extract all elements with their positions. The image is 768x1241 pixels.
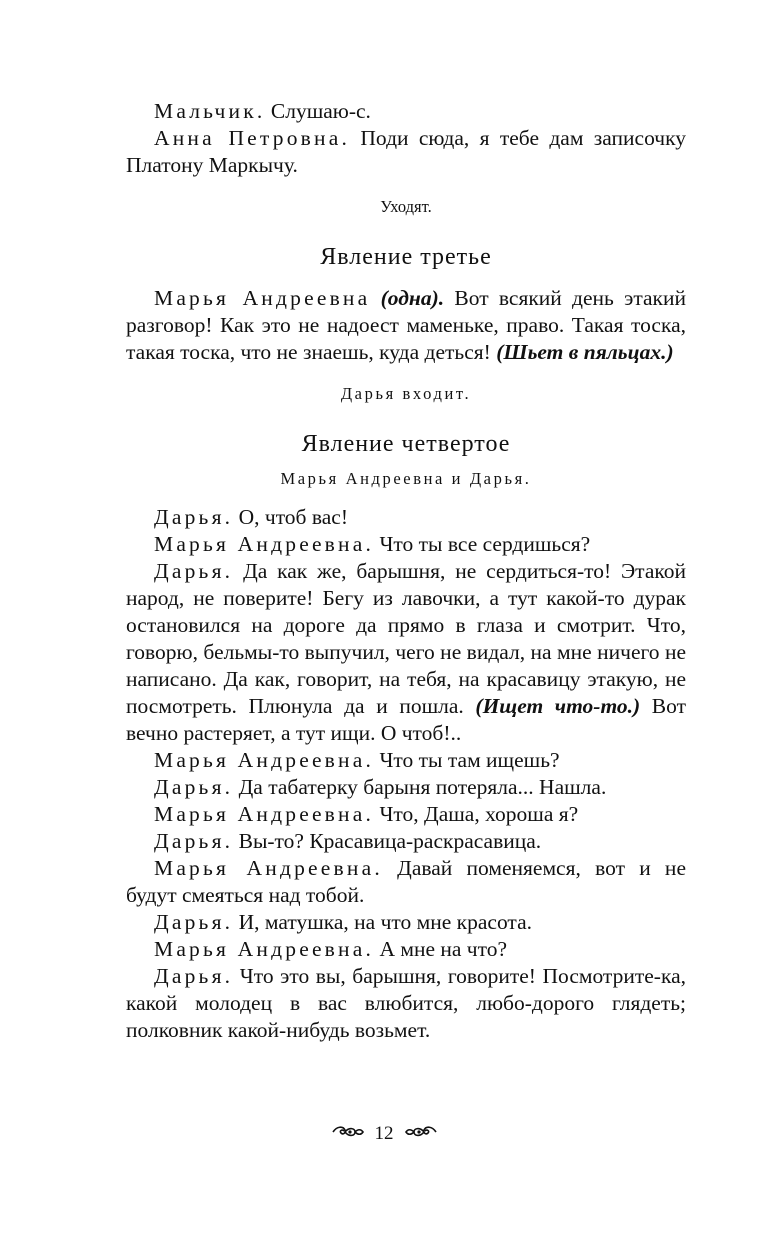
speaker-name: Марья Андреевна. (154, 532, 375, 556)
stage-direction: Уходят. (380, 197, 432, 216)
speaker-name: Марья Андреевна. (154, 748, 375, 772)
speaker-name: Мальчик. (154, 99, 266, 123)
line-anna (126, 125, 686, 179)
speech-text: И, матушка, на что мне красота. (233, 910, 532, 934)
line-darya (126, 963, 686, 1044)
line-maria (126, 855, 686, 909)
stage-remark: (одна). (380, 286, 445, 310)
speech-text: Что это вы, барышня, говорите! Посмотрите-ка, какой молодец в вас влюбится, любо-дорого глядеть; полковник какой-нибудь возьмет. (126, 964, 686, 1042)
line-boy (126, 98, 686, 125)
speech-text: Да как же, барышня, не сердиться-то! Этакой народ, не поверите! Бегу из лавочки, а тут какой-то дурак остановился на дороге да прямо в глаза и смотрит. Что, говорю, бельмы-то выпучил, чего не видал, на мне ничего не написано. Да как, говорит, на тебя, на красавицу этакую, не посмотреть. Плюнула да и пошла. (126, 559, 686, 718)
speech-text: Вот всякий день этакий разговор! Как это не надоест маменьке, право. Такая тоска, такая тоска, что не знаешь, куда деться! (126, 286, 686, 364)
page-footer (0, 1123, 768, 1146)
speaker-name: Дарья. (154, 964, 234, 988)
speech-text: Давай поменяемся, вот и не будут смеяться над тобой. (126, 856, 686, 907)
speaker-name: Марья Андреевна (154, 286, 371, 310)
line-maria (126, 801, 686, 828)
speech-text: Что ты там ищешь? (374, 748, 560, 772)
speech-text: О, чтоб вас! (233, 505, 348, 529)
scene-cast: Марья Андреевна и Дарья. (280, 469, 532, 488)
line-maria (126, 747, 686, 774)
speech-text: А мне на что? (374, 937, 508, 961)
stage-remark: (Ищет что-то.) (475, 694, 641, 718)
speaker-name: Дарья. (154, 829, 234, 853)
line-darya (126, 504, 686, 531)
speech-text: Да табатерку барыня потеряла... Нашла. (233, 775, 607, 799)
speaker-name: Дарья. (154, 559, 234, 583)
speaker-name: Марья Андреевна. (154, 856, 383, 880)
ornament-right-icon (404, 1124, 438, 1146)
speaker-name: Анна Петровна. (154, 126, 351, 150)
line-darya (126, 828, 686, 855)
page-body (126, 98, 686, 1044)
line-darya (126, 774, 686, 801)
speech-text: Что ты все сердишься? (374, 532, 591, 556)
scene-heading: Явление четвертое (301, 431, 511, 457)
line-maria (126, 936, 686, 963)
speaker-name: Марья Андреевна. (154, 937, 375, 961)
line-darya (126, 558, 686, 747)
speech-text: Слушаю-с. (265, 99, 371, 123)
speaker-name: Дарья. (154, 775, 234, 799)
ornament-left-icon (331, 1124, 365, 1146)
speaker-name: Дарья. (154, 910, 234, 934)
line-maria (126, 285, 686, 366)
scene-heading: Явление третье (320, 244, 492, 270)
speech-text: Поди сюда, я тебе дам записочку Платону Маркычу. (126, 126, 686, 177)
stage-remark: (Шьет в пяльцах.) (496, 340, 674, 364)
speech-text: Вот вечно растеряет, а тут ищи. О чтоб!.. (126, 694, 686, 745)
page-number: 12 (374, 1123, 394, 1144)
dialogue (126, 504, 686, 1044)
speaker-name: Марья Андреевна. (154, 802, 375, 826)
speech-text: Что, Даша, хороша я? (374, 802, 579, 826)
speech-text: Вы-то? Красавица-раскрасавица. (233, 829, 542, 853)
speaker-name: Дарья. (154, 505, 234, 529)
line-darya (126, 909, 686, 936)
stage-direction: Дарья входит. (340, 384, 472, 403)
line-maria (126, 531, 686, 558)
